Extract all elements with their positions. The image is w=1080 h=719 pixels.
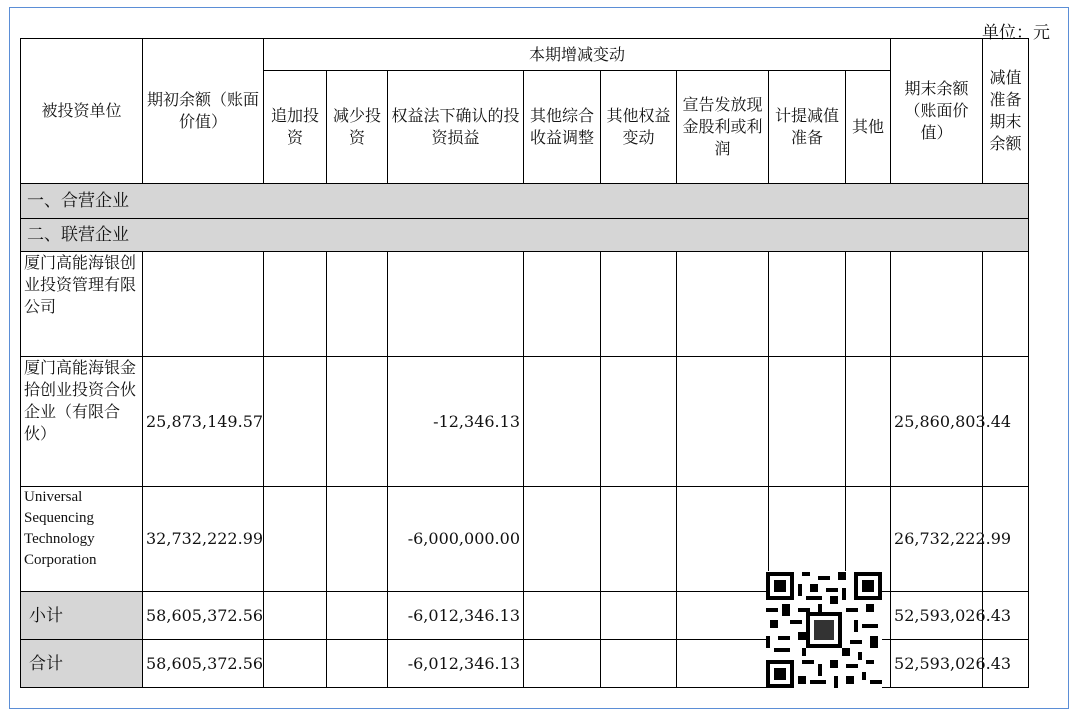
total-opening: 58,605,372.56: [143, 640, 264, 688]
header-equity-method: 权益法下确认的投资损益: [388, 71, 524, 184]
header-impairment: 计提减值准备: [769, 71, 846, 184]
header-reduce-invest: 减少投资: [327, 71, 388, 184]
table-row: [21, 252, 1029, 357]
header-investee: 被投资单位: [21, 39, 143, 184]
closing-value: [891, 252, 983, 357]
total-closing: 52,593,026.43: [891, 640, 983, 688]
subtotal-closing: 52,593,026.43: [891, 592, 983, 640]
opening-value: 32,732,222.99: [143, 487, 264, 592]
subtotal-equity-method: -6,012,346.13: [388, 592, 524, 640]
qr-code-icon: [766, 571, 882, 689]
investee-name: 厦门高能海银金拾创业投资合伙企业（有限合伙）: [21, 357, 143, 487]
subtotal-opening: 58,605,372.56: [143, 592, 264, 640]
closing-value: 26,732,222.99: [891, 487, 983, 592]
opening-value: 25,873,149.57: [143, 357, 264, 487]
equity-method-value: [388, 252, 524, 357]
total-label: 合计: [21, 640, 143, 688]
section-joint-ventures: 一、合营企业: [21, 184, 1029, 219]
header-closing: 期末余额（账面价值）: [891, 39, 983, 184]
header-other-equity: 其他权益变动: [601, 71, 677, 184]
header-opening: 期初余额（账面价值）: [143, 39, 264, 184]
equity-method-value: -12,346.13: [388, 357, 524, 487]
header-other: 其他: [846, 71, 891, 184]
table-row: [21, 357, 1029, 487]
investee-name: Universal Sequencing Technology Corporation: [21, 487, 143, 592]
section-associates: 二、联营企业: [21, 219, 1029, 252]
header-changes-group: 本期增减变动: [264, 39, 891, 71]
subtotal-label: 小计: [21, 592, 143, 640]
header-impairment-closing: 减值准备期末余额: [983, 39, 1029, 184]
total-equity-method: -6,012,346.13: [388, 640, 524, 688]
header-add-invest: 追加投资: [264, 71, 327, 184]
closing-value: 25,860,803.44: [891, 357, 983, 487]
header-dividends: 宣告发放现金股利或利润: [677, 71, 769, 184]
opening-value: [143, 252, 264, 357]
unit-label: 单位：元: [982, 23, 1050, 43]
investee-name: 厦门高能海银创业投资管理有限公司: [21, 252, 143, 357]
header-oci-adjust: 其他综合收益调整: [524, 71, 601, 184]
equity-method-value: -6,000,000.00: [388, 487, 524, 592]
